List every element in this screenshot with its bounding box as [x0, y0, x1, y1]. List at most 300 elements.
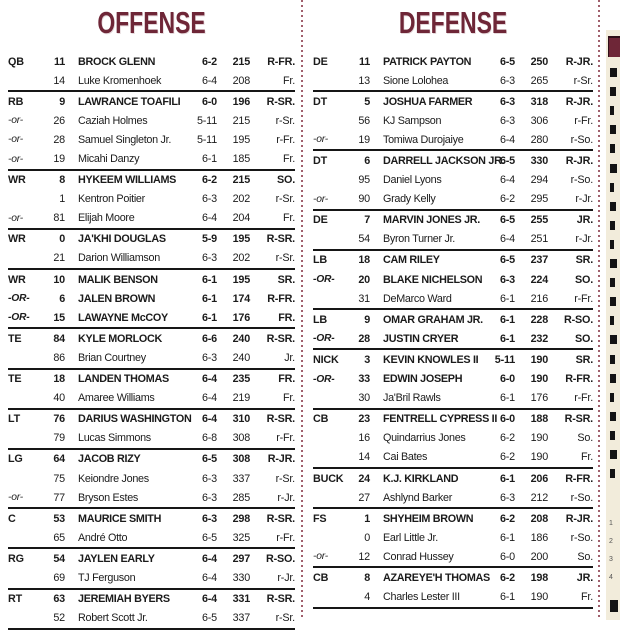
class-year: SR.	[575, 353, 593, 366]
weight: 265	[530, 74, 548, 87]
depth-group	[313, 568, 593, 608]
class-year: SR.	[575, 254, 593, 267]
weight: 190	[530, 432, 548, 445]
weight: 237	[530, 254, 548, 267]
player-name: KJ Sampson	[383, 114, 442, 127]
height: 6-1	[499, 292, 515, 305]
weight: 318	[530, 95, 548, 108]
cropped-text-fragment	[610, 450, 617, 459]
side-list-number: 2	[609, 538, 613, 545]
jersey-number: 21	[53, 252, 65, 265]
depth-group	[313, 92, 593, 151]
player-name: AZAREYE'H THOMAS	[383, 571, 490, 584]
defense-title: DEFENSE	[398, 5, 508, 40]
position-label: RT	[8, 593, 22, 606]
player-name: DARIUS WASHINGTON	[78, 413, 192, 426]
player-name: HYKEEM WILLIAMS	[78, 174, 177, 187]
class-year: Fr.	[581, 451, 593, 464]
cropped-text-fragment	[610, 600, 618, 612]
height: 6-4	[499, 133, 515, 146]
jersey-number: 6	[59, 292, 65, 305]
weight: 202	[232, 252, 250, 265]
side-list-number: 3	[609, 556, 613, 563]
jersey-number: 63	[53, 593, 65, 606]
player-name: SHYHEIM BROWN	[383, 512, 474, 525]
jersey-number: 79	[53, 432, 65, 445]
player-row	[313, 171, 593, 190]
height: 6-1	[499, 392, 515, 405]
depth-group	[313, 310, 593, 350]
jersey-number: 15	[53, 311, 65, 324]
jersey-number: 5	[364, 95, 370, 108]
player-name: LANDEN THOMAS	[78, 373, 169, 386]
player-name: JA'KHI DOUGLAS	[78, 233, 166, 246]
position-label: LB	[313, 313, 327, 326]
player-row	[8, 509, 295, 528]
position-label: BUCK	[313, 472, 344, 485]
jersey-number: 28	[53, 133, 65, 146]
weight: 298	[232, 512, 250, 525]
class-year: r-Jr.	[277, 571, 295, 584]
weight: 190	[530, 373, 548, 386]
player-name: Robert Scott Jr.	[78, 612, 148, 625]
jersey-number: 77	[53, 491, 65, 504]
player-row	[8, 348, 295, 367]
player-name: Tomiwa Durojaiye	[383, 133, 464, 146]
player-row	[8, 528, 295, 547]
player-row	[313, 211, 593, 230]
height: 6-1	[201, 273, 217, 286]
weight: 331	[232, 593, 250, 606]
cropped-text-fragment	[610, 144, 615, 153]
depth-group	[313, 151, 593, 210]
player-name: K.J. KIRKLAND	[383, 472, 459, 485]
height: 6-5	[499, 214, 515, 227]
player-row	[313, 289, 593, 308]
player-name: OMAR GRAHAM JR.	[383, 313, 483, 326]
height: 6-1	[499, 472, 515, 485]
depth-group	[8, 590, 295, 630]
weight: 198	[530, 571, 548, 584]
class-year: R-JR.	[565, 155, 593, 168]
player-name: LAWRANCE TOAFILI	[78, 95, 181, 108]
height: 6-2	[499, 451, 515, 464]
height: 6-1	[499, 332, 515, 345]
class-year: r-So.	[570, 531, 593, 544]
height: 6-4	[201, 413, 217, 426]
player-name: JUSTIN CRYER	[383, 332, 459, 345]
side-list-number: 1	[609, 520, 613, 527]
player-row	[8, 308, 295, 327]
player-row	[8, 111, 295, 130]
jersey-number: 11	[358, 55, 370, 68]
player-name: Cai Bates	[383, 451, 428, 464]
height: 6-2	[499, 512, 515, 525]
jersey-number: 1	[364, 512, 370, 525]
defense-table	[313, 52, 593, 609]
player-name: FENTRELL CYPRESS II	[383, 413, 498, 426]
jersey-number: 0	[59, 233, 65, 246]
weight: 190	[530, 353, 548, 366]
height: 6-5	[499, 155, 515, 168]
depth-group	[8, 52, 295, 92]
jersey-number: 90	[358, 193, 370, 206]
class-year: r-Jr.	[575, 233, 593, 246]
weight: 330	[530, 155, 548, 168]
jersey-number: 56	[358, 114, 370, 127]
position-label: DE	[313, 55, 328, 68]
depth-group	[8, 329, 295, 369]
position-label: WR	[8, 233, 26, 246]
class-year: Fr.	[283, 153, 295, 166]
weight: 250	[530, 55, 548, 68]
position-label: LT	[8, 413, 20, 426]
depth-group	[8, 509, 295, 549]
cropped-text-fragment	[610, 316, 614, 325]
height: 6-3	[201, 193, 217, 206]
jersey-number: 26	[53, 114, 65, 127]
class-year: R-FR.	[267, 292, 295, 305]
player-row	[313, 429, 593, 448]
weight: 325	[232, 531, 250, 544]
or-label: -OR-	[313, 373, 335, 385]
class-year: R-JR.	[565, 95, 593, 108]
side-panel-header-bar	[608, 36, 620, 57]
player-row	[8, 410, 295, 429]
cropped-text-fragment	[610, 355, 615, 364]
class-year: R-SO.	[266, 552, 295, 565]
class-year: R-SR.	[564, 413, 593, 426]
height: 6-4	[201, 593, 217, 606]
player-name: Charles Lester III	[383, 591, 460, 604]
player-row	[8, 171, 295, 190]
player-name: Earl Little Jr.	[383, 531, 438, 544]
player-name: Elijah Moore	[78, 212, 135, 225]
position-label: LB	[313, 254, 327, 267]
jersey-number: 81	[53, 212, 65, 225]
player-row	[8, 609, 295, 628]
cropped-text-fragment	[610, 183, 614, 192]
depth-group	[313, 52, 593, 92]
player-name: Keiondre Jones	[78, 472, 149, 485]
class-year: R-SR.	[266, 512, 295, 525]
player-row	[8, 230, 295, 249]
position-label: C	[8, 512, 16, 525]
jersey-number: 18	[358, 254, 370, 267]
height: 6-0	[499, 373, 515, 386]
height: 6-3	[499, 491, 515, 504]
weight: 337	[232, 472, 250, 485]
height: 6-8	[201, 432, 217, 445]
player-row	[8, 370, 295, 389]
class-year: r-Sr.	[275, 193, 295, 206]
weight: 219	[232, 392, 250, 405]
jersey-number: 76	[53, 413, 65, 426]
or-label: -OR-	[8, 293, 30, 305]
player-name: Darion Williamson	[78, 252, 160, 265]
cropped-text-fragment	[610, 393, 614, 402]
jersey-number: 75	[53, 472, 65, 485]
weight: 206	[530, 472, 548, 485]
class-year: SO.	[575, 332, 593, 345]
player-row	[8, 71, 295, 90]
height: 6-0	[201, 95, 217, 108]
or-label: -OR-	[313, 274, 335, 286]
position-label: FS	[313, 512, 327, 525]
weight: 195	[232, 133, 250, 146]
or-label: -or-	[313, 134, 329, 146]
jersey-number: 69	[53, 571, 65, 584]
depth-group	[313, 509, 593, 568]
jersey-number: 84	[53, 332, 65, 345]
cropped-text-fragment	[610, 374, 616, 383]
player-row	[313, 488, 593, 507]
position-label: DT	[313, 95, 327, 108]
player-row	[8, 289, 295, 308]
cropped-text-fragment	[610, 68, 617, 77]
jersey-number: 95	[358, 174, 370, 187]
jersey-number: 0	[364, 531, 370, 544]
position-label: WR	[8, 273, 26, 286]
weight: 297	[232, 552, 250, 565]
weight: 240	[232, 351, 250, 364]
cropped-text-fragment	[610, 125, 616, 134]
position-label: CB	[313, 413, 329, 426]
class-year: r-Fr.	[276, 432, 295, 445]
player-row	[8, 329, 295, 348]
height: 6-2	[499, 432, 515, 445]
cropped-text-fragment	[610, 431, 615, 440]
height: 6-3	[201, 472, 217, 485]
class-year: R-FR.	[565, 472, 593, 485]
height: 6-4	[499, 174, 515, 187]
depth-group	[313, 251, 593, 310]
jersey-number: 23	[358, 413, 370, 426]
class-year: R-SR.	[266, 95, 295, 108]
height: 6-3	[499, 95, 515, 108]
player-name: Ja'Bril Rawls	[383, 392, 441, 405]
class-year: So.	[577, 432, 593, 445]
depth-group	[8, 230, 295, 270]
player-row	[313, 251, 593, 270]
weight: 195	[232, 233, 250, 246]
position-label: RG	[8, 552, 24, 565]
depth-group	[8, 450, 295, 509]
class-year: r-Fr.	[276, 133, 295, 146]
class-year: SR.	[277, 273, 295, 286]
class-year: r-Fr.	[276, 531, 295, 544]
jersey-number: 10	[53, 273, 65, 286]
weight: 195	[232, 273, 250, 286]
class-year: JR.	[576, 214, 593, 227]
player-name: Sione Lolohea	[383, 74, 449, 87]
player-row	[8, 92, 295, 111]
height: 6-4	[201, 571, 217, 584]
cropped-text-fragment	[610, 297, 616, 306]
height: 6-1	[201, 153, 217, 166]
or-label: -OR-	[313, 333, 335, 345]
height: 6-3	[201, 512, 217, 525]
jersey-number: 20	[358, 273, 370, 286]
player-row	[313, 52, 593, 71]
height: 6-2	[201, 174, 217, 187]
height: 6-1	[499, 591, 515, 604]
player-row	[313, 588, 593, 607]
jersey-number: 54	[358, 233, 370, 246]
player-row	[8, 209, 295, 228]
jersey-number: 6	[364, 155, 370, 168]
height: 6-1	[499, 313, 515, 326]
player-row	[313, 448, 593, 467]
jersey-number: 13	[358, 74, 370, 87]
player-row	[313, 350, 593, 369]
player-name: JOSHUA FARMER	[383, 95, 473, 108]
class-year: R-SR.	[266, 233, 295, 246]
player-name: JALEN BROWN	[78, 292, 156, 305]
class-year: R-SR.	[266, 593, 295, 606]
player-name: KYLE MORLOCK	[78, 332, 162, 345]
or-label: -or-	[313, 193, 329, 205]
depth-group	[8, 549, 295, 589]
jersey-number: 9	[364, 313, 370, 326]
depth-group	[313, 350, 593, 409]
offense-title: OFFENSE	[97, 5, 206, 40]
jersey-number: 7	[364, 214, 370, 227]
player-row	[313, 92, 593, 111]
jersey-number: 9	[59, 95, 65, 108]
or-label: -or-	[313, 551, 329, 563]
class-year: So.	[577, 550, 593, 563]
player-row	[8, 190, 295, 209]
weight: 204	[232, 212, 250, 225]
cropped-text-fragment	[610, 164, 617, 173]
player-row	[313, 370, 593, 389]
jersey-number: 1	[59, 193, 65, 206]
height: 6-5	[201, 612, 217, 625]
jersey-number: 19	[358, 133, 370, 146]
depth-group	[8, 410, 295, 450]
weight: 240	[232, 332, 250, 345]
class-year: r-So.	[570, 491, 593, 504]
player-row	[313, 528, 593, 547]
height: 6-2	[201, 55, 217, 68]
cropped-text-fragment	[610, 240, 614, 249]
class-year: r-So.	[570, 133, 593, 146]
player-row	[313, 130, 593, 149]
class-year: Fr.	[283, 212, 295, 225]
class-year: r-Sr.	[573, 74, 593, 87]
player-row	[313, 410, 593, 429]
weight: 174	[232, 292, 250, 305]
class-year: SO.	[277, 174, 295, 187]
jersey-number: 12	[358, 550, 370, 563]
player-name: BROCK GLENN	[78, 55, 156, 68]
height: 6-4	[201, 74, 217, 87]
jersey-number: 24	[358, 472, 370, 485]
jersey-number: 4	[364, 591, 370, 604]
weight: 251	[530, 233, 548, 246]
jersey-number: 65	[53, 531, 65, 544]
weight: 185	[232, 153, 250, 166]
cropped-text-fragment	[610, 202, 616, 211]
position-label: WR	[8, 174, 26, 187]
jersey-number: 64	[53, 453, 65, 466]
weight: 308	[232, 432, 250, 445]
player-row	[313, 310, 593, 329]
height: 6-4	[201, 373, 217, 386]
height: 6-5	[201, 453, 217, 466]
class-year: JR.	[576, 571, 593, 584]
height: 6-4	[201, 552, 217, 565]
defense-panel	[303, 0, 597, 620]
player-name: EDWIN JOSEPH	[383, 373, 463, 386]
height: 6-4	[499, 233, 515, 246]
jersey-number: 18	[53, 373, 65, 386]
position-label: TE	[8, 332, 22, 345]
weight: 295	[530, 193, 548, 206]
weight: 216	[530, 292, 548, 305]
player-name: Micahi Danzy	[78, 153, 140, 166]
offense-panel	[0, 0, 300, 625]
weight: 280	[530, 133, 548, 146]
cropped-text-fragment	[610, 259, 617, 268]
jersey-number: 53	[53, 512, 65, 525]
depth-group	[8, 270, 295, 329]
cropped-text-fragment	[610, 335, 617, 344]
class-year: r-Fr.	[574, 392, 593, 405]
weight: 310	[232, 413, 250, 426]
class-year: R-SR.	[266, 413, 295, 426]
jersey-number: 33	[358, 373, 370, 386]
weight: 202	[232, 193, 250, 206]
player-row	[313, 270, 593, 289]
player-name: Caziah Holmes	[78, 114, 148, 127]
or-label: -or-	[8, 153, 24, 165]
jersey-number: 14	[358, 451, 370, 464]
player-row	[8, 149, 295, 168]
class-year: R-JR.	[565, 512, 593, 525]
jersey-number: 16	[358, 432, 370, 445]
offense-table	[8, 52, 295, 630]
player-row	[313, 469, 593, 488]
height: 5-9	[201, 233, 217, 246]
position-label: DE	[313, 214, 328, 227]
player-name: MARVIN JONES JR.	[383, 214, 480, 227]
jersey-number: 8	[364, 571, 370, 584]
jersey-number: 54	[53, 552, 65, 565]
or-label: -or-	[8, 212, 24, 224]
jersey-number: 8	[59, 174, 65, 187]
class-year: r-Sr.	[275, 612, 295, 625]
weight: 215	[232, 55, 250, 68]
player-name: JACOB RIZY	[78, 453, 141, 466]
player-name: Bryson Estes	[78, 491, 139, 504]
player-row	[313, 389, 593, 408]
height: 6-3	[201, 351, 217, 364]
height: 6-5	[499, 254, 515, 267]
class-year: r-Sr.	[275, 114, 295, 127]
height: 5-11	[196, 133, 217, 146]
player-row	[313, 151, 593, 170]
weight: 232	[530, 332, 548, 345]
player-name: JAYLEN EARLY	[78, 552, 155, 565]
height: 6-4	[201, 392, 217, 405]
player-name: Brian Courtney	[78, 351, 146, 364]
weight: 228	[530, 313, 548, 326]
weight: 186	[530, 531, 548, 544]
class-year: FR.	[278, 373, 295, 386]
height: 6-0	[499, 413, 515, 426]
